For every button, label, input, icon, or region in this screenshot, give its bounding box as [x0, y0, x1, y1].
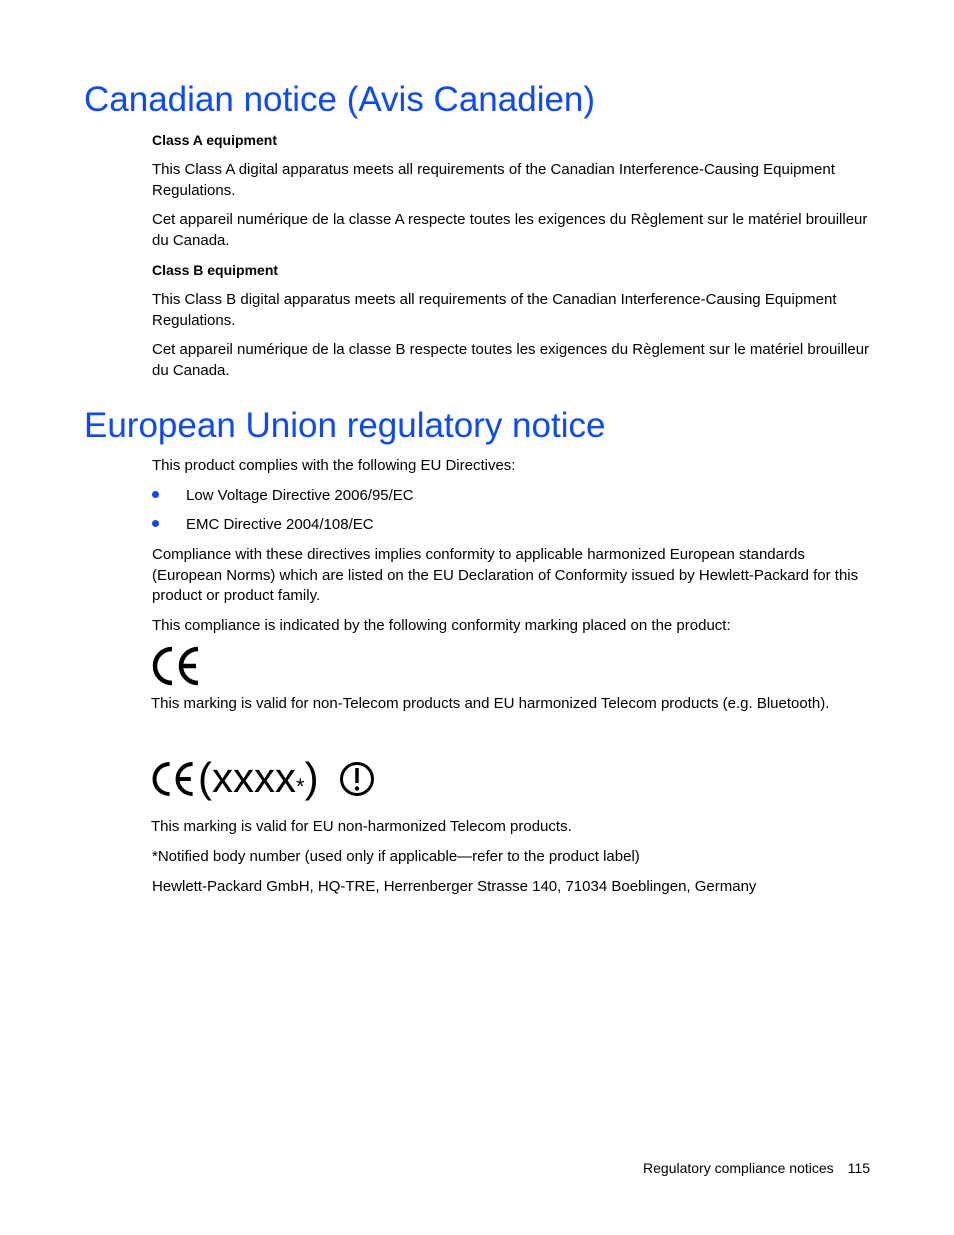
ce-mark-icon: [151, 646, 203, 686]
bullet-icon: [152, 491, 159, 498]
page-footer: [643, 1158, 870, 1178]
alert-class2-icon: [339, 761, 375, 797]
footer-section: Regulatory compliance notices: [643, 1160, 834, 1176]
eu-intro: This product complies with the following EU Directives:: [152, 457, 516, 474]
class-a-french: Cet appareil numérique de la classe A respecte toutes les exigences du Règlement sur le matériel brouilleur du Canada.: [152, 211, 868, 249]
eu-notice-title: European Union regulatory notice: [84, 406, 606, 445]
canadian-notice-title: Canadian notice (Avis Canadien): [84, 80, 596, 119]
eu-compliance: Compliance with these directives implies conformity to applicable harmonized European standards (European Norms) which are listed on the EU Declaration of Conformity issued by Hewlett-Packard for this product or product family.: [152, 546, 859, 604]
directive-label: EMC Directive 2004/108/EC: [186, 516, 374, 533]
bullet-icon: [152, 520, 159, 527]
mark1-description: This marking is valid for non-Telecom products and EU harmonized Telecom products (e.g. Bluetooth).: [151, 695, 830, 712]
list-item: [152, 486, 414, 506]
class-a-heading: Class A equipment: [152, 132, 277, 148]
directive-label: Low Voltage Directive 2006/95/EC: [186, 487, 414, 504]
class-b-heading: Class B equipment: [152, 262, 279, 278]
mark2-description: This marking is valid for EU non-harmonized Telecom products.: [151, 818, 572, 835]
notified-body-note: *Notified body number (used only if applicable—refer to the product label): [152, 848, 640, 865]
class-b-english: This Class B digital apparatus meets all requirements of the Canadian Interference-Causing Equipment Regulations.: [152, 291, 837, 329]
class-b-french: Cet appareil numérique de la classe B respecte toutes les exigences du Règlement sur le matériel brouilleur du Canada.: [152, 341, 870, 379]
notified-body-placeholder: (xxxx*): [198, 754, 319, 801]
manufacturer-address: Hewlett-Packard GmbH, HQ-TRE, Herrenberger Strasse 140, 71034 Boeblingen, Germany: [152, 878, 757, 895]
marking-intro: This compliance is indicated by the following conformity marking placed on the product:: [152, 617, 731, 634]
page-number: 115: [847, 1160, 870, 1176]
class-a-english: This Class A digital apparatus meets all requirements of the Canadian Interference-Causing Equipment Regulations.: [152, 161, 835, 199]
list-item: [152, 515, 374, 535]
ce-mark-telecom-icon: [151, 761, 197, 797]
